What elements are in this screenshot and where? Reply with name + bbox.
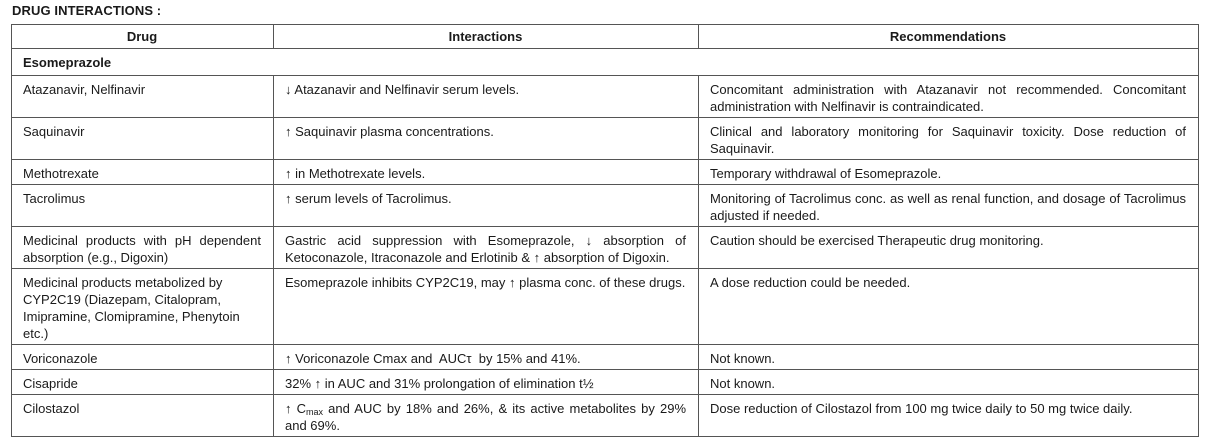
recommendation-cell: Clinical and laboratory monitoring for Saquinavir toxicity. Dose reduction of Saquinavir. bbox=[699, 118, 1199, 160]
interaction-cell: ↑ Saquinavir plasma concentrations. bbox=[274, 118, 699, 160]
interaction-cell: ↑ serum levels of Tacrolimus. bbox=[274, 185, 699, 227]
table-row bbox=[12, 160, 1199, 185]
interaction-cell bbox=[274, 395, 699, 437]
interaction-cell: ↓ Atazanavir and Nelfinavir serum levels. bbox=[274, 76, 699, 118]
table-row bbox=[12, 227, 1199, 269]
table-row bbox=[12, 269, 1199, 345]
drug-interactions-table bbox=[11, 24, 1199, 437]
recommendation-cell: Not known. bbox=[699, 345, 1199, 370]
drug-cell: Tacrolimus bbox=[12, 185, 274, 227]
interaction-cell: ↑ Voriconazole Cmax and AUCτ by 15% and 41%. bbox=[274, 345, 699, 370]
recommendation-cell: Concomitant administration with Atazanavir not recommended. Concomitant administration with Nelfinavir is contraindicated. bbox=[699, 76, 1199, 118]
table-row bbox=[12, 345, 1199, 370]
drug-cell: Atazanavir, Nelfinavir bbox=[12, 76, 274, 118]
drug-cell: Cisapride bbox=[12, 370, 274, 395]
table-row bbox=[12, 118, 1199, 160]
interaction-subscript: max bbox=[306, 407, 324, 417]
table-row bbox=[12, 185, 1199, 227]
header-drug: Drug bbox=[12, 25, 274, 49]
group-row bbox=[12, 49, 1199, 76]
interaction-cell: Gastric acid suppression with Esomeprazole, ↓ absorption of Ketoconazole, Itraconazole and Erlotinib & ↑ absorption of Digoxin. bbox=[274, 227, 699, 269]
header-recommendations: Recommendations bbox=[699, 25, 1199, 49]
interaction-cell: Esomeprazole inhibits CYP2C19, may ↑ plasma conc. of these drugs. bbox=[274, 269, 699, 345]
interaction-cell: ↑ in Methotrexate levels. bbox=[274, 160, 699, 185]
table-header-row bbox=[12, 25, 1199, 49]
interaction-cell: 32% ↑ in AUC and 31% prolongation of elimination t½ bbox=[274, 370, 699, 395]
interaction-text-pre: ↑ C bbox=[285, 401, 307, 416]
drug-cell: Saquinavir bbox=[12, 118, 274, 160]
recommendation-cell: Caution should be exercised Therapeutic drug monitoring. bbox=[699, 227, 1199, 269]
header-interactions: Interactions bbox=[274, 25, 699, 49]
recommendation-cell: Dose reduction of Cilostazol from 100 mg twice daily to 50 mg twice daily. bbox=[699, 395, 1199, 437]
recommendation-cell: Monitoring of Tacrolimus conc. as well as renal function, and dosage of Tacrolimus adjusted if needed. bbox=[699, 185, 1199, 227]
drug-cell: Medicinal products metabolized by CYP2C19 (Diazepam, Citalopram, Imipramine, Clomipramine, Phenytoin etc.) bbox=[12, 269, 274, 345]
drug-cell: Cilostazol bbox=[12, 395, 274, 437]
section-title: DRUG INTERACTIONS : bbox=[12, 3, 162, 18]
drug-cell: Medicinal products with pH dependent absorption (e.g., Digoxin) bbox=[12, 227, 274, 269]
interaction-text-post: and AUC by 18% and 26%, & its active metabolites by 29% and 69%. bbox=[285, 401, 686, 433]
recommendation-cell: Not known. bbox=[699, 370, 1199, 395]
drug-cell: Voriconazole bbox=[12, 345, 274, 370]
recommendation-cell: Temporary withdrawal of Esomeprazole. bbox=[699, 160, 1199, 185]
table-row bbox=[12, 76, 1199, 118]
table-row bbox=[12, 370, 1199, 395]
drug-cell: Methotrexate bbox=[12, 160, 274, 185]
table-row bbox=[12, 395, 1199, 437]
group-label: Esomeprazole bbox=[12, 49, 1199, 76]
recommendation-cell: A dose reduction could be needed. bbox=[699, 269, 1199, 345]
